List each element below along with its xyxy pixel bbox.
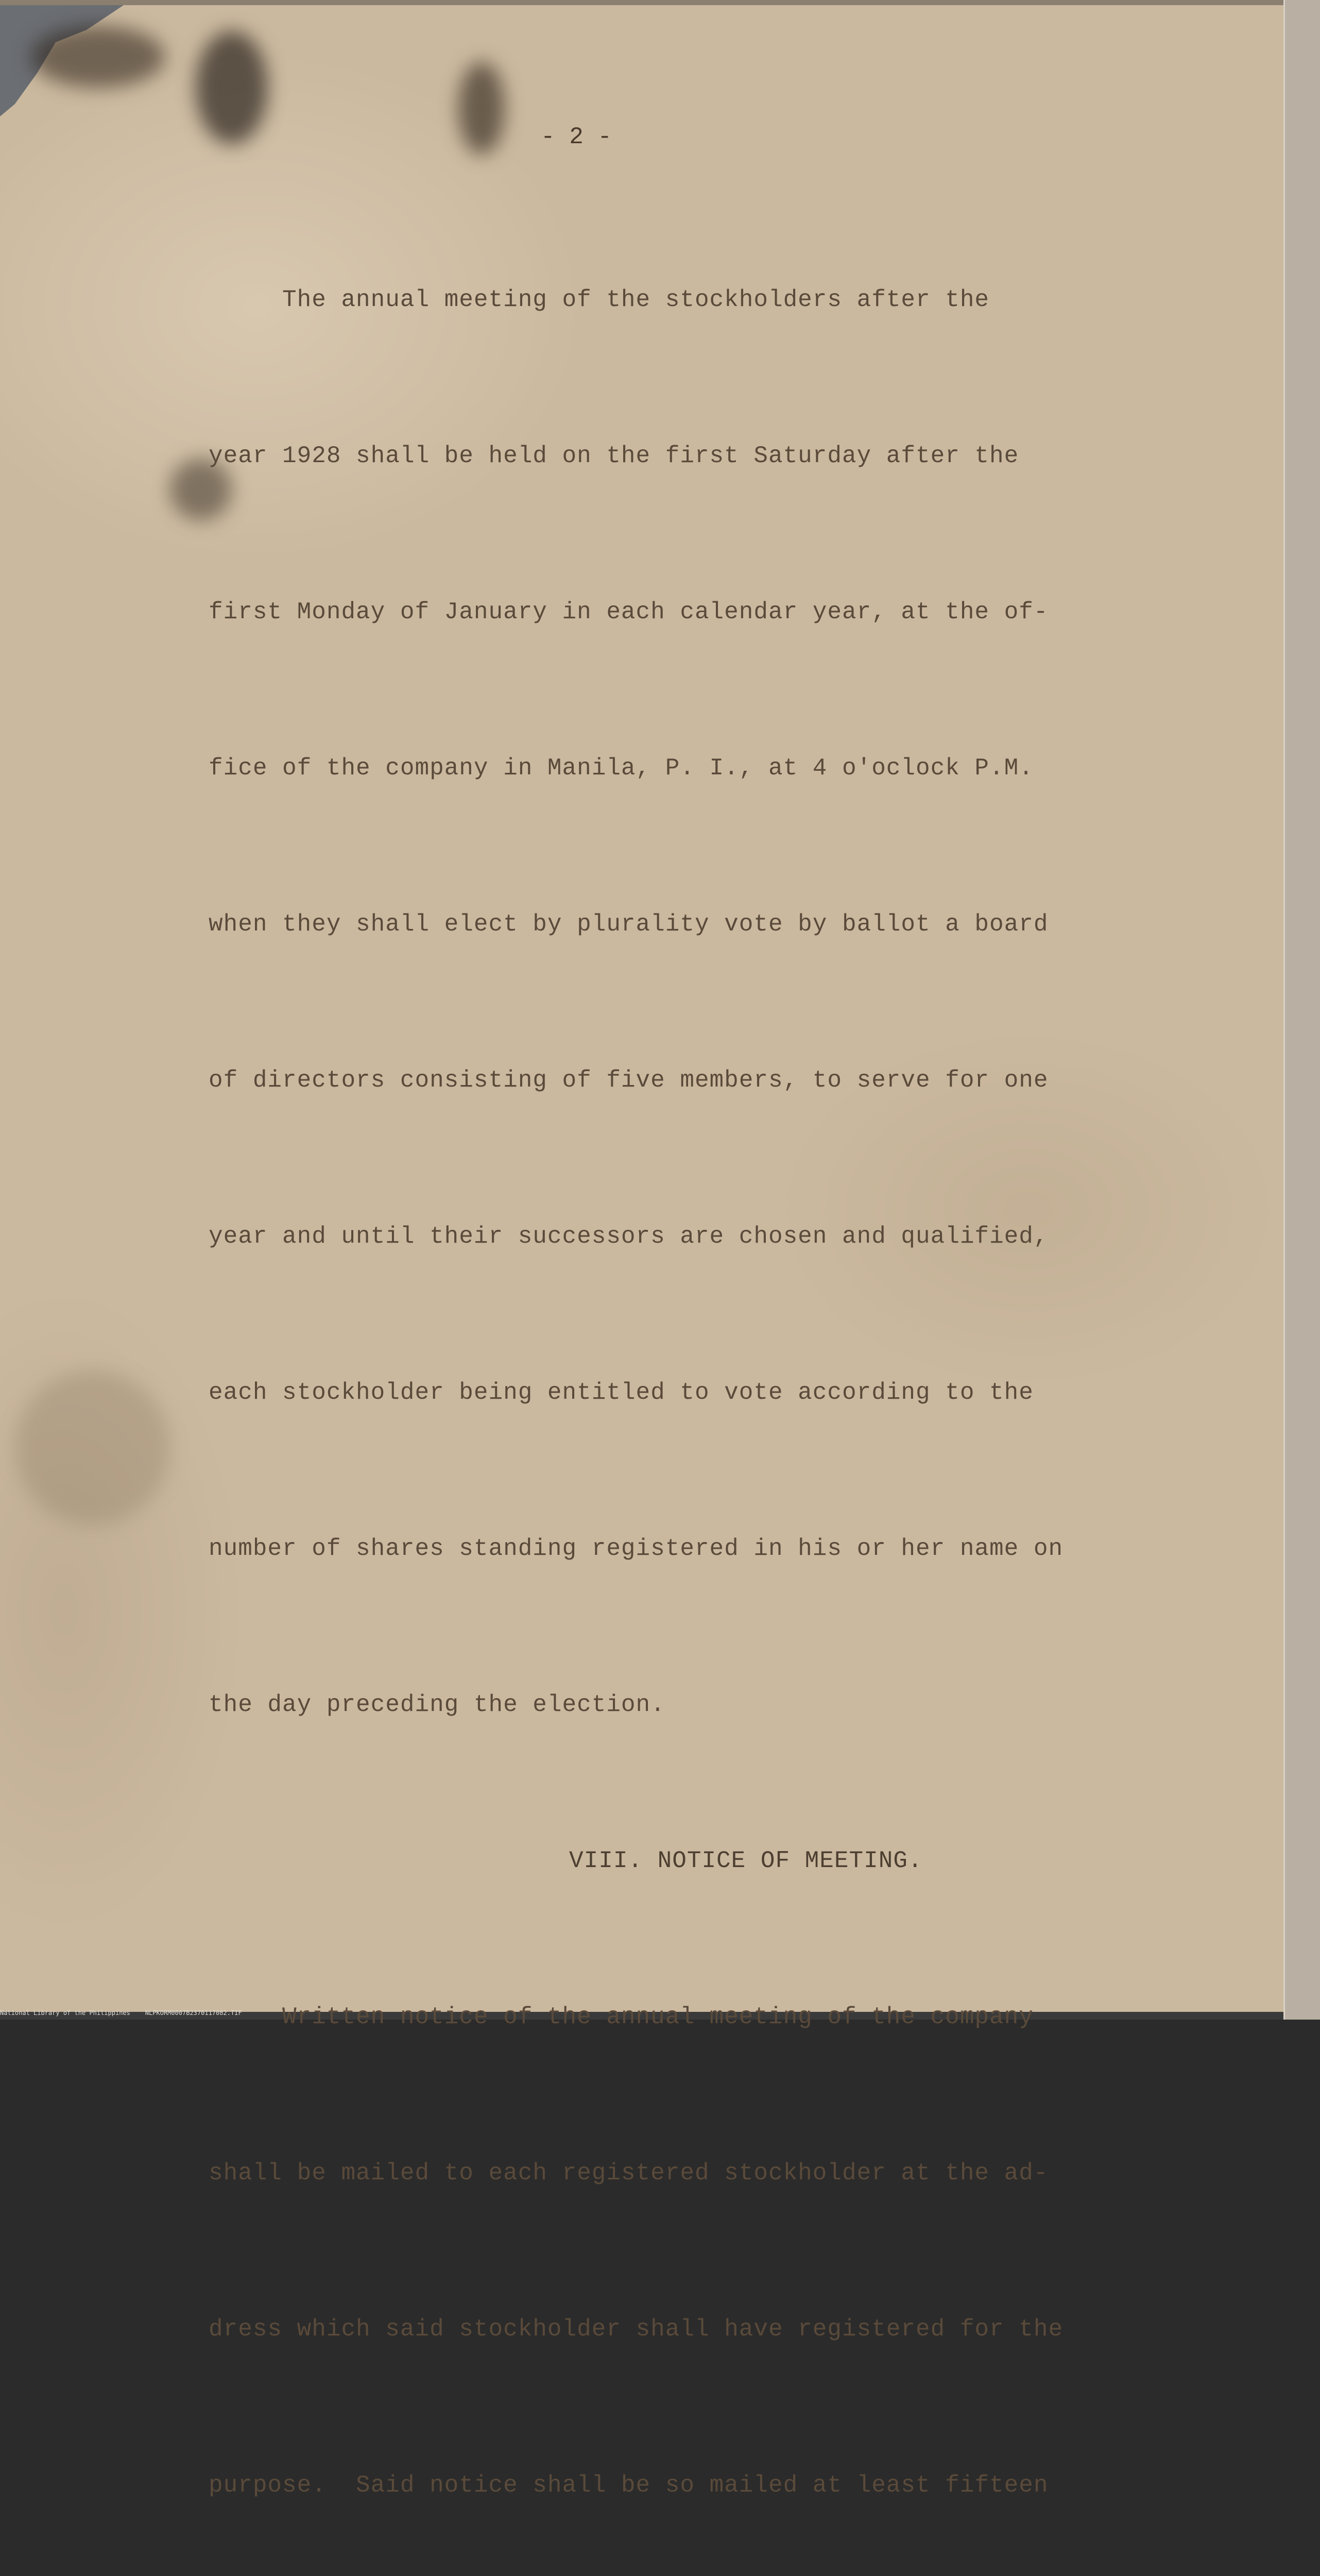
paragraph-notice-of-meeting <box>209 1887 1187 2576</box>
text-line: fice of the company in Manila, P. I., at 4 o'oclock P.M. <box>209 755 1034 782</box>
text-line: the day preceding the election. <box>209 1691 665 1718</box>
text-line: year 1928 shall be held on the first Saturday after the <box>209 443 1019 469</box>
stain-mark <box>196 31 268 144</box>
text-line: year and until their successors are chosen and qualified, <box>209 1223 1049 1250</box>
stain-mark <box>458 62 505 155</box>
section-heading-notice-of-meeting: VIII. NOTICE OF MEETING. <box>569 1848 923 1874</box>
text-line: The annual meeting of the stockholders after the <box>209 286 990 313</box>
text-line: each stockholder being entitled to vote according to the <box>209 1379 1034 1406</box>
text-line: shall be mailed to each registered stockholder at the ad- <box>209 2160 1049 2187</box>
stain-mark <box>31 26 165 88</box>
text-line: dress which said stockholder shall have registered for the <box>209 2316 1064 2343</box>
text-line: when they shall elect by plurality vote by ballot a board <box>209 911 1049 938</box>
archive-footer: National Library of the Philippines NLPKORM0007B2370117082.TIF <box>0 2009 242 2016</box>
document-body <box>209 170 1187 2576</box>
paragraph-annual-meeting <box>209 170 1187 1835</box>
scanner-right-edge <box>1283 0 1320 2020</box>
stain-mark <box>15 1370 170 1525</box>
text-line: Written notice of the annual meeting of the company <box>209 2004 1034 2030</box>
text-line: first Monday of January in each calendar year, at the of- <box>209 599 1049 625</box>
text-line: number of shares standing registered in his or her name on <box>209 1535 1064 1562</box>
text-line: of directors consisting of five members, to serve for one <box>209 1067 1049 1094</box>
page-number: - 2 - <box>541 124 612 150</box>
text-line: purpose. Said notice shall be so mailed at least fifteen <box>209 2472 1049 2499</box>
